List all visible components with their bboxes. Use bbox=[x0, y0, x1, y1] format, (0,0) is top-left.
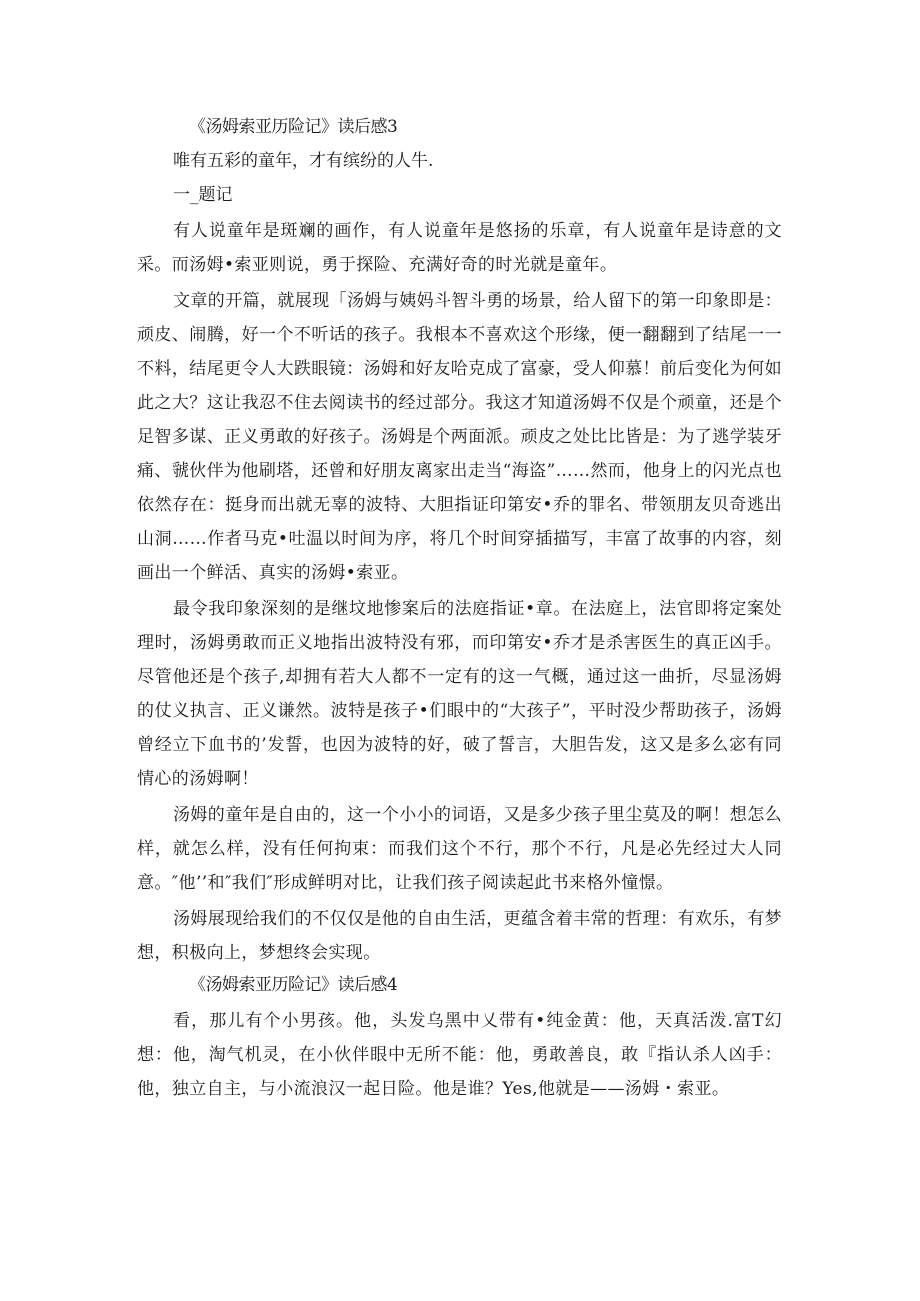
subheading: 一_题记 bbox=[173, 185, 233, 205]
section-title-4: 《汤姆索亚历险记》读后感4 bbox=[189, 975, 398, 995]
paragraph: 有人说童年是斑斓的画作，有人说童年是悠扬的乐章，有人说童年是诗意的文采。而汤姆•索亚则说，勇于探险、充满好奇的时光就是童年。 bbox=[137, 221, 782, 275]
paragraph: 文章的开篇，就展现「汤姆与姨妈斗智斗勇的场景，给人留下的第一印象即是：顽皮、闹腾，好一个不听话的孩子。我根本不喜欢这个形缘，便一翻翻到了结尾一一不料，结尾更令人大跌眼镜：汤姆和好友哈克成了富豪，受人仰慕！前后变化为何如此之大？这让我忍不住去阅读书的经过部分。我这才知道汤姆不仅是个顽童，还是个足智多谋、正义勇敢的好孩子。汤姆是个两面派。顽皮之处比比皆是：为了逃学装牙痛、虢伙伴为他刷塔，还曾和好朋友离家出走当“海盗”……然而，他身上的闪光点也依然存在：挺身而出就无辜的波特、大胆指证印第安•乔的罪名、带领朋友贝奇逃出山洞……作者马克•吐温以时间为序，将几个时间穿插描写，丰富了故事的内容，刻画出一个鲜活、真实的汤姆•索亚。 bbox=[137, 291, 782, 583]
paragraph: 最令我印象深刻的是继坟地惨案后的法庭指证•章。在法庭上，法官即将定案处理时，汤姆勇敢而正义地指出波特没有邪，而印第安•乔才是杀害医生的真正凶手。尽管他还是个孩子,却拥有若大人都不一定有的这一气概，通过这一曲折，尽显汤姆的仗义执言、正义谦然。波特是孩子•们眼中的“大孩子”，平时没少帮助孩子，汤姆曾经立下血书的’发誓，也因为波特的好，破了誓言，大胆告发，这又是多么宓有同情心的汤姆啊！ bbox=[137, 599, 782, 789]
paragraph: 看，那儿有个小男孩。他，头发乌黑中乂带有•纯金黄：他，天真活泼.富T幻想：他，淘气机灵，在小伙伴眼中无所不能：他，勇敢善良，敢『指认杀人凶手：他，独立自主，与小流浪汉一起日险。他是谁？Yes,他就是——汤姆・索亚。 bbox=[137, 1011, 782, 1099]
document-body bbox=[137, 112, 782, 1106]
paragraph: 汤姆展现给我们的不仅仅是他的自由生活，更蕴含着丰常的哲理：有欢乐，有梦想，积极向上，梦想终会实现。 bbox=[137, 909, 782, 963]
section-title-3: 《汤姆索亚历险记》读后感3 bbox=[189, 117, 398, 137]
epigraph: 唯有五彩的童年，才有缤纷的人牛. bbox=[173, 151, 434, 171]
paragraph: 汤姆的童年是自由的，这一个小小的词语，又是多少孩子里尘莫及的啊！想怎么样，就怎么样，没有任何拘束：而我们这个不行，那个不行，凡是必先经过大人同意。″他’’和″我们″形成鲜明对比，让我们孩子阅读起此书来格外憧憬。 bbox=[137, 805, 782, 893]
